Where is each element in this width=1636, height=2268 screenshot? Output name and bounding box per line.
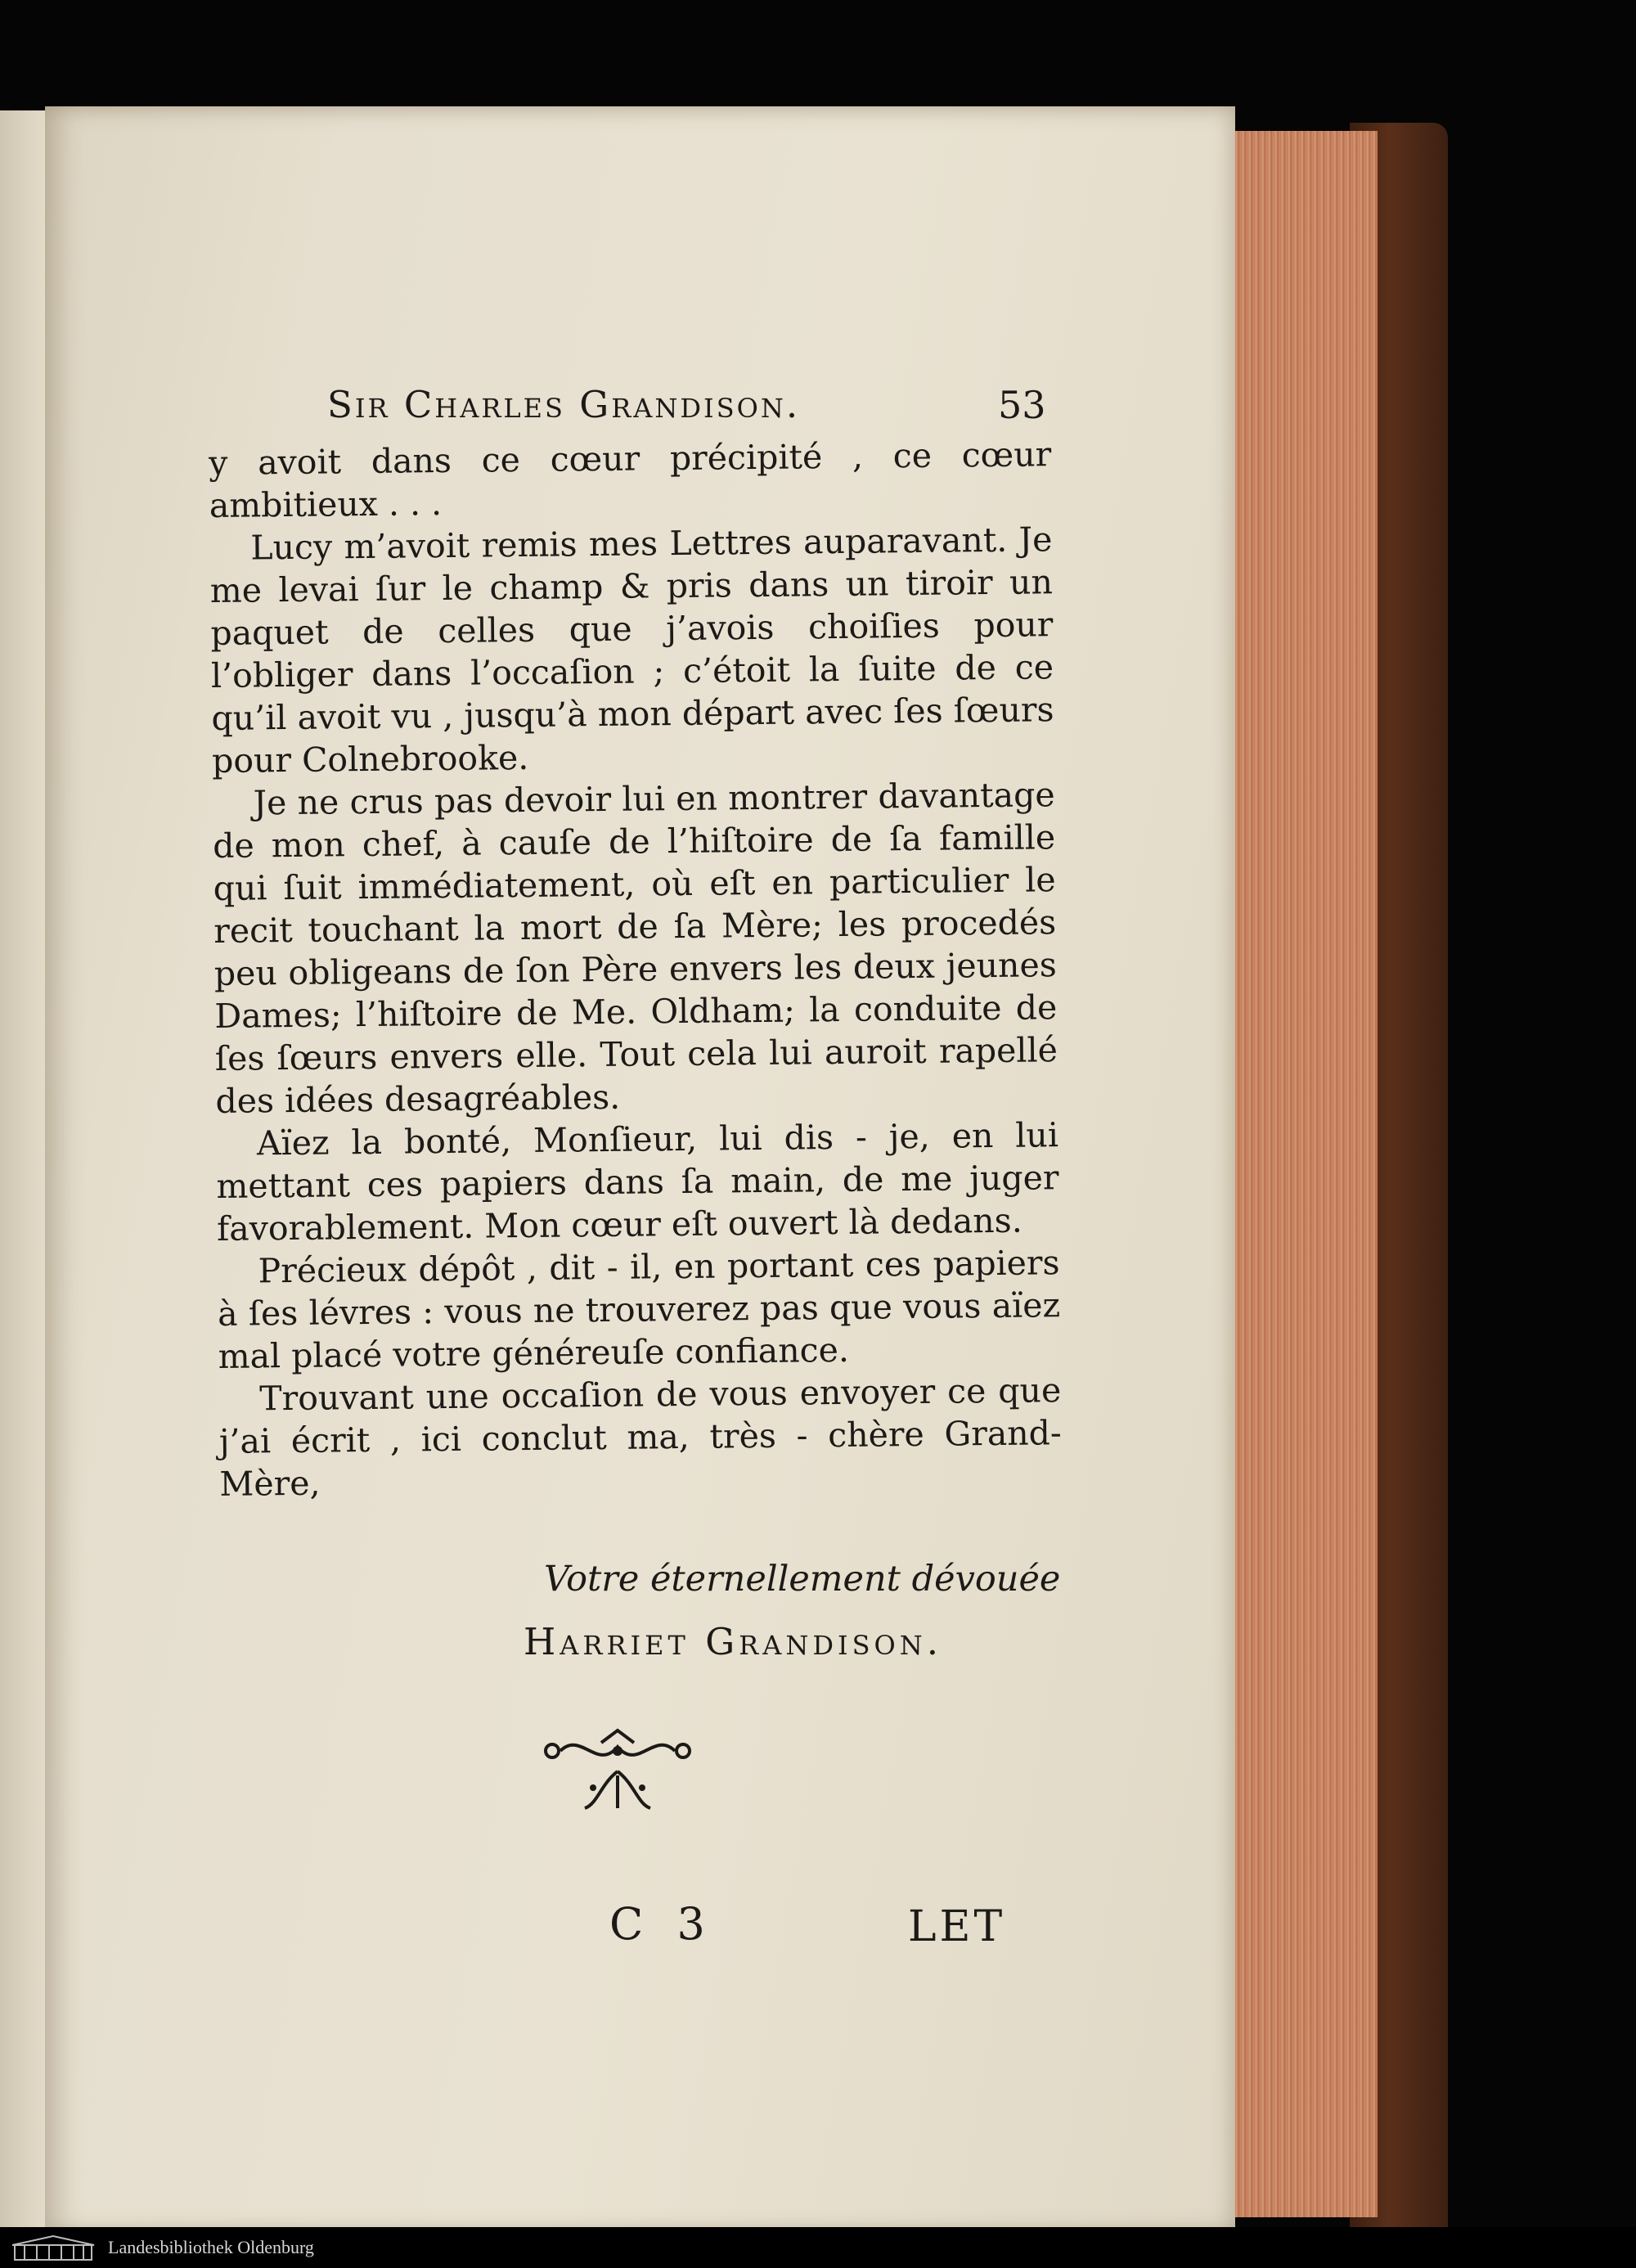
running-title: Sir Charles Grandison. xyxy=(327,383,801,426)
paragraph-5: Précieux dépôt , dit - il, en portant ces papiers à ſes lévres : vous ne trouverez pas que vous aïez mal placé votre généreuſe confiance. xyxy=(217,1243,1061,1376)
signature-mark: C 3 xyxy=(609,1898,715,1950)
paragraph-2: Lucy m’avoit remis mes Lettres auparavant. Je me levai ſur le champ & pris dans un tiroir un paquet de celles que j’avois choiſies pour l’obliger dans l’occaſion ; c’étoit la ſuite de ce qu’il avoit vu , jusqu’à mon départ avec ſes ſœurs pour Colnebrooke. xyxy=(209,520,1054,781)
page-number: 53 xyxy=(998,383,1046,427)
printer-ornament-icon xyxy=(536,1726,699,1816)
closing-salutation: Votre éternellement dévouée xyxy=(544,1559,1061,1600)
library-building-icon xyxy=(8,2234,98,2263)
paragraph-3: Je ne crus pas devoir lui en montrer davantage de mon chef, à cauſe de l’hiſtoire de ſa famille qui ſuit immédiatement, où eſt en particulier le recit touchant la mort de ſa Mère; les procedés peu obligeans de ſon Père envers les deux jeunes Dames; l’hiſtoire de Me. Oldham; la conduite de ſes ſœurs envers elle. Tout cela lui auroit rapellé des idées desagréables. xyxy=(212,775,1058,1121)
paragraph-1: y avoit dans ce cœur précipité , ce cœur ambitieux . . . xyxy=(209,434,1052,525)
catchword: LET xyxy=(908,1902,1006,1951)
library-credit: Landesbibliothek Oldenburg xyxy=(108,2237,314,2257)
book-page xyxy=(45,106,1235,2234)
left-page-edge xyxy=(0,110,49,2254)
page-block-edge xyxy=(1231,131,1378,2217)
closing-name: Harriet Grandison. xyxy=(524,1620,943,1663)
paragraph-6: Trouvant une occaſion de vous envoyer ce que j’ai écrit , ici conclut ma, très - chère Grand-Mère, xyxy=(218,1370,1062,1504)
paragraph-4: Aïez la bonté, Monſieur, lui dis - je, en lui mettant ces papiers dans ſa main, de me juger favorablement. Mon cœur eſt ouvert là dedans. xyxy=(216,1115,1059,1249)
page-body xyxy=(209,433,1063,1505)
